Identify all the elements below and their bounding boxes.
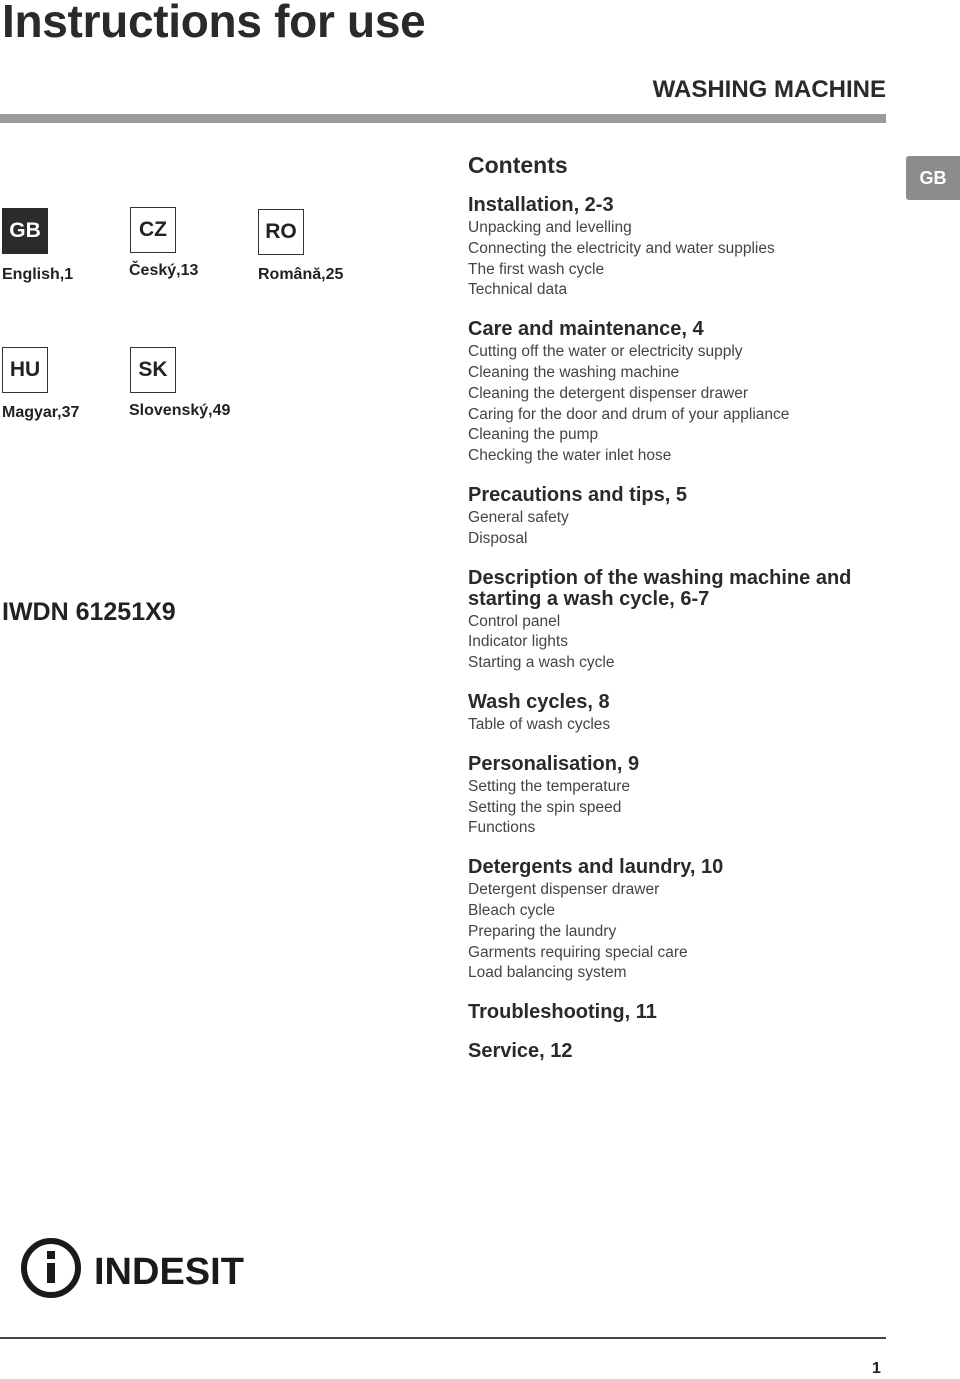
toc-item[interactable]: Disposal bbox=[468, 529, 528, 547]
toc-section-installation bbox=[468, 195, 908, 301]
toc-section-wash-cycles bbox=[468, 692, 908, 736]
toc-item[interactable]: Starting a wash cycle bbox=[468, 654, 615, 672]
model-number: IWDN 61251X9 bbox=[2, 598, 176, 626]
lang-label-gb[interactable]: English,1 bbox=[2, 266, 74, 283]
language-side-tab[interactable]: GB bbox=[906, 156, 960, 200]
logo-wordmark: INDESIT bbox=[94, 1251, 244, 1293]
toc-section-title[interactable]: Troubleshooting, 11 bbox=[468, 1001, 657, 1024]
lang-box-hu[interactable]: HU bbox=[2, 347, 48, 393]
lang-box-cz[interactable]: CZ bbox=[130, 207, 176, 253]
header-divider bbox=[0, 114, 886, 123]
lang-box-sk[interactable]: SK bbox=[130, 347, 176, 393]
footer-divider bbox=[0, 1337, 886, 1339]
page-number: 1 bbox=[872, 1360, 881, 1377]
toc-section-title[interactable]: Precautions and tips, 5 bbox=[468, 483, 687, 506]
indesit-logo bbox=[20, 1236, 270, 1300]
toc-section-title[interactable]: Installation, 2-3 bbox=[468, 194, 614, 216]
toc-section-service bbox=[468, 1041, 908, 1062]
toc-section-title[interactable]: Service, 12 bbox=[468, 1040, 573, 1063]
indesit-i-icon bbox=[20, 1236, 270, 1300]
toc-item[interactable]: Setting the temperature bbox=[468, 777, 630, 795]
toc-item[interactable]: Functions bbox=[468, 819, 536, 837]
toc-item[interactable]: Technical data bbox=[468, 281, 568, 299]
toc-item[interactable]: Caring for the door and drum of your appliance bbox=[468, 405, 790, 423]
lang-box-gb[interactable]: GB bbox=[2, 208, 48, 254]
toc-item[interactable]: Load balancing system bbox=[468, 964, 627, 982]
lang-label-hu[interactable]: Magyar,37 bbox=[2, 404, 80, 421]
toc-item[interactable]: Cleaning the washing machine bbox=[468, 363, 680, 381]
toc-section-title[interactable]: Wash cycles, 8 bbox=[468, 690, 610, 713]
lang-label-cz[interactable]: Český,13 bbox=[129, 262, 199, 279]
toc-item[interactable]: Unpacking and levelling bbox=[468, 219, 632, 236]
toc-section-troubleshooting bbox=[468, 1002, 908, 1023]
toc-item[interactable]: Garments requiring special care bbox=[468, 943, 688, 961]
toc-item[interactable]: Indicator lights bbox=[468, 633, 568, 651]
toc-section-care bbox=[468, 319, 908, 467]
toc-section-title[interactable]: Personalisation, 9 bbox=[468, 752, 640, 775]
toc-section-precautions bbox=[468, 485, 908, 550]
toc-item[interactable]: Connecting the electricity and water supplies bbox=[468, 239, 775, 257]
lang-label-ro[interactable]: Română,25 bbox=[258, 266, 344, 283]
toc-item[interactable]: Bleach cycle bbox=[468, 901, 556, 919]
document-title: Instructions for use bbox=[2, 0, 426, 47]
contents-heading: Contents bbox=[468, 152, 568, 178]
toc-section-title[interactable]: Description of the washing machine and starting a wash cycle, 6-7 bbox=[468, 566, 852, 610]
toc-section-description bbox=[468, 568, 908, 674]
toc-item[interactable]: Setting the spin speed bbox=[468, 798, 622, 816]
toc-item[interactable]: Cleaning the detergent dispenser drawer bbox=[468, 384, 749, 402]
toc-section-title[interactable]: Detergents and laundry, 10 bbox=[468, 856, 724, 879]
toc-item[interactable]: Control panel bbox=[468, 612, 561, 630]
toc-item[interactable]: General safety bbox=[468, 508, 569, 526]
table-of-contents bbox=[468, 152, 908, 1080]
toc-section-personalisation bbox=[468, 754, 908, 839]
toc-item[interactable]: Checking the water inlet hose bbox=[468, 447, 672, 465]
toc-section-detergents bbox=[468, 857, 908, 984]
toc-item[interactable]: Table of wash cycles bbox=[468, 715, 611, 733]
toc-section-title[interactable]: Care and maintenance, 4 bbox=[468, 318, 704, 341]
lang-label-sk[interactable]: Slovenský,49 bbox=[129, 402, 231, 419]
lang-box-ro[interactable]: RO bbox=[258, 209, 304, 255]
document-subtitle: WASHING MACHINE bbox=[652, 76, 886, 103]
toc-item[interactable]: The first wash cycle bbox=[468, 260, 605, 278]
toc-item[interactable]: Cutting off the water or electricity supply bbox=[468, 343, 743, 361]
toc-item[interactable]: Detergent dispenser drawer bbox=[468, 881, 660, 899]
toc-item[interactable]: Preparing the laundry bbox=[468, 922, 617, 940]
toc-item[interactable]: Cleaning the pump bbox=[468, 426, 599, 444]
